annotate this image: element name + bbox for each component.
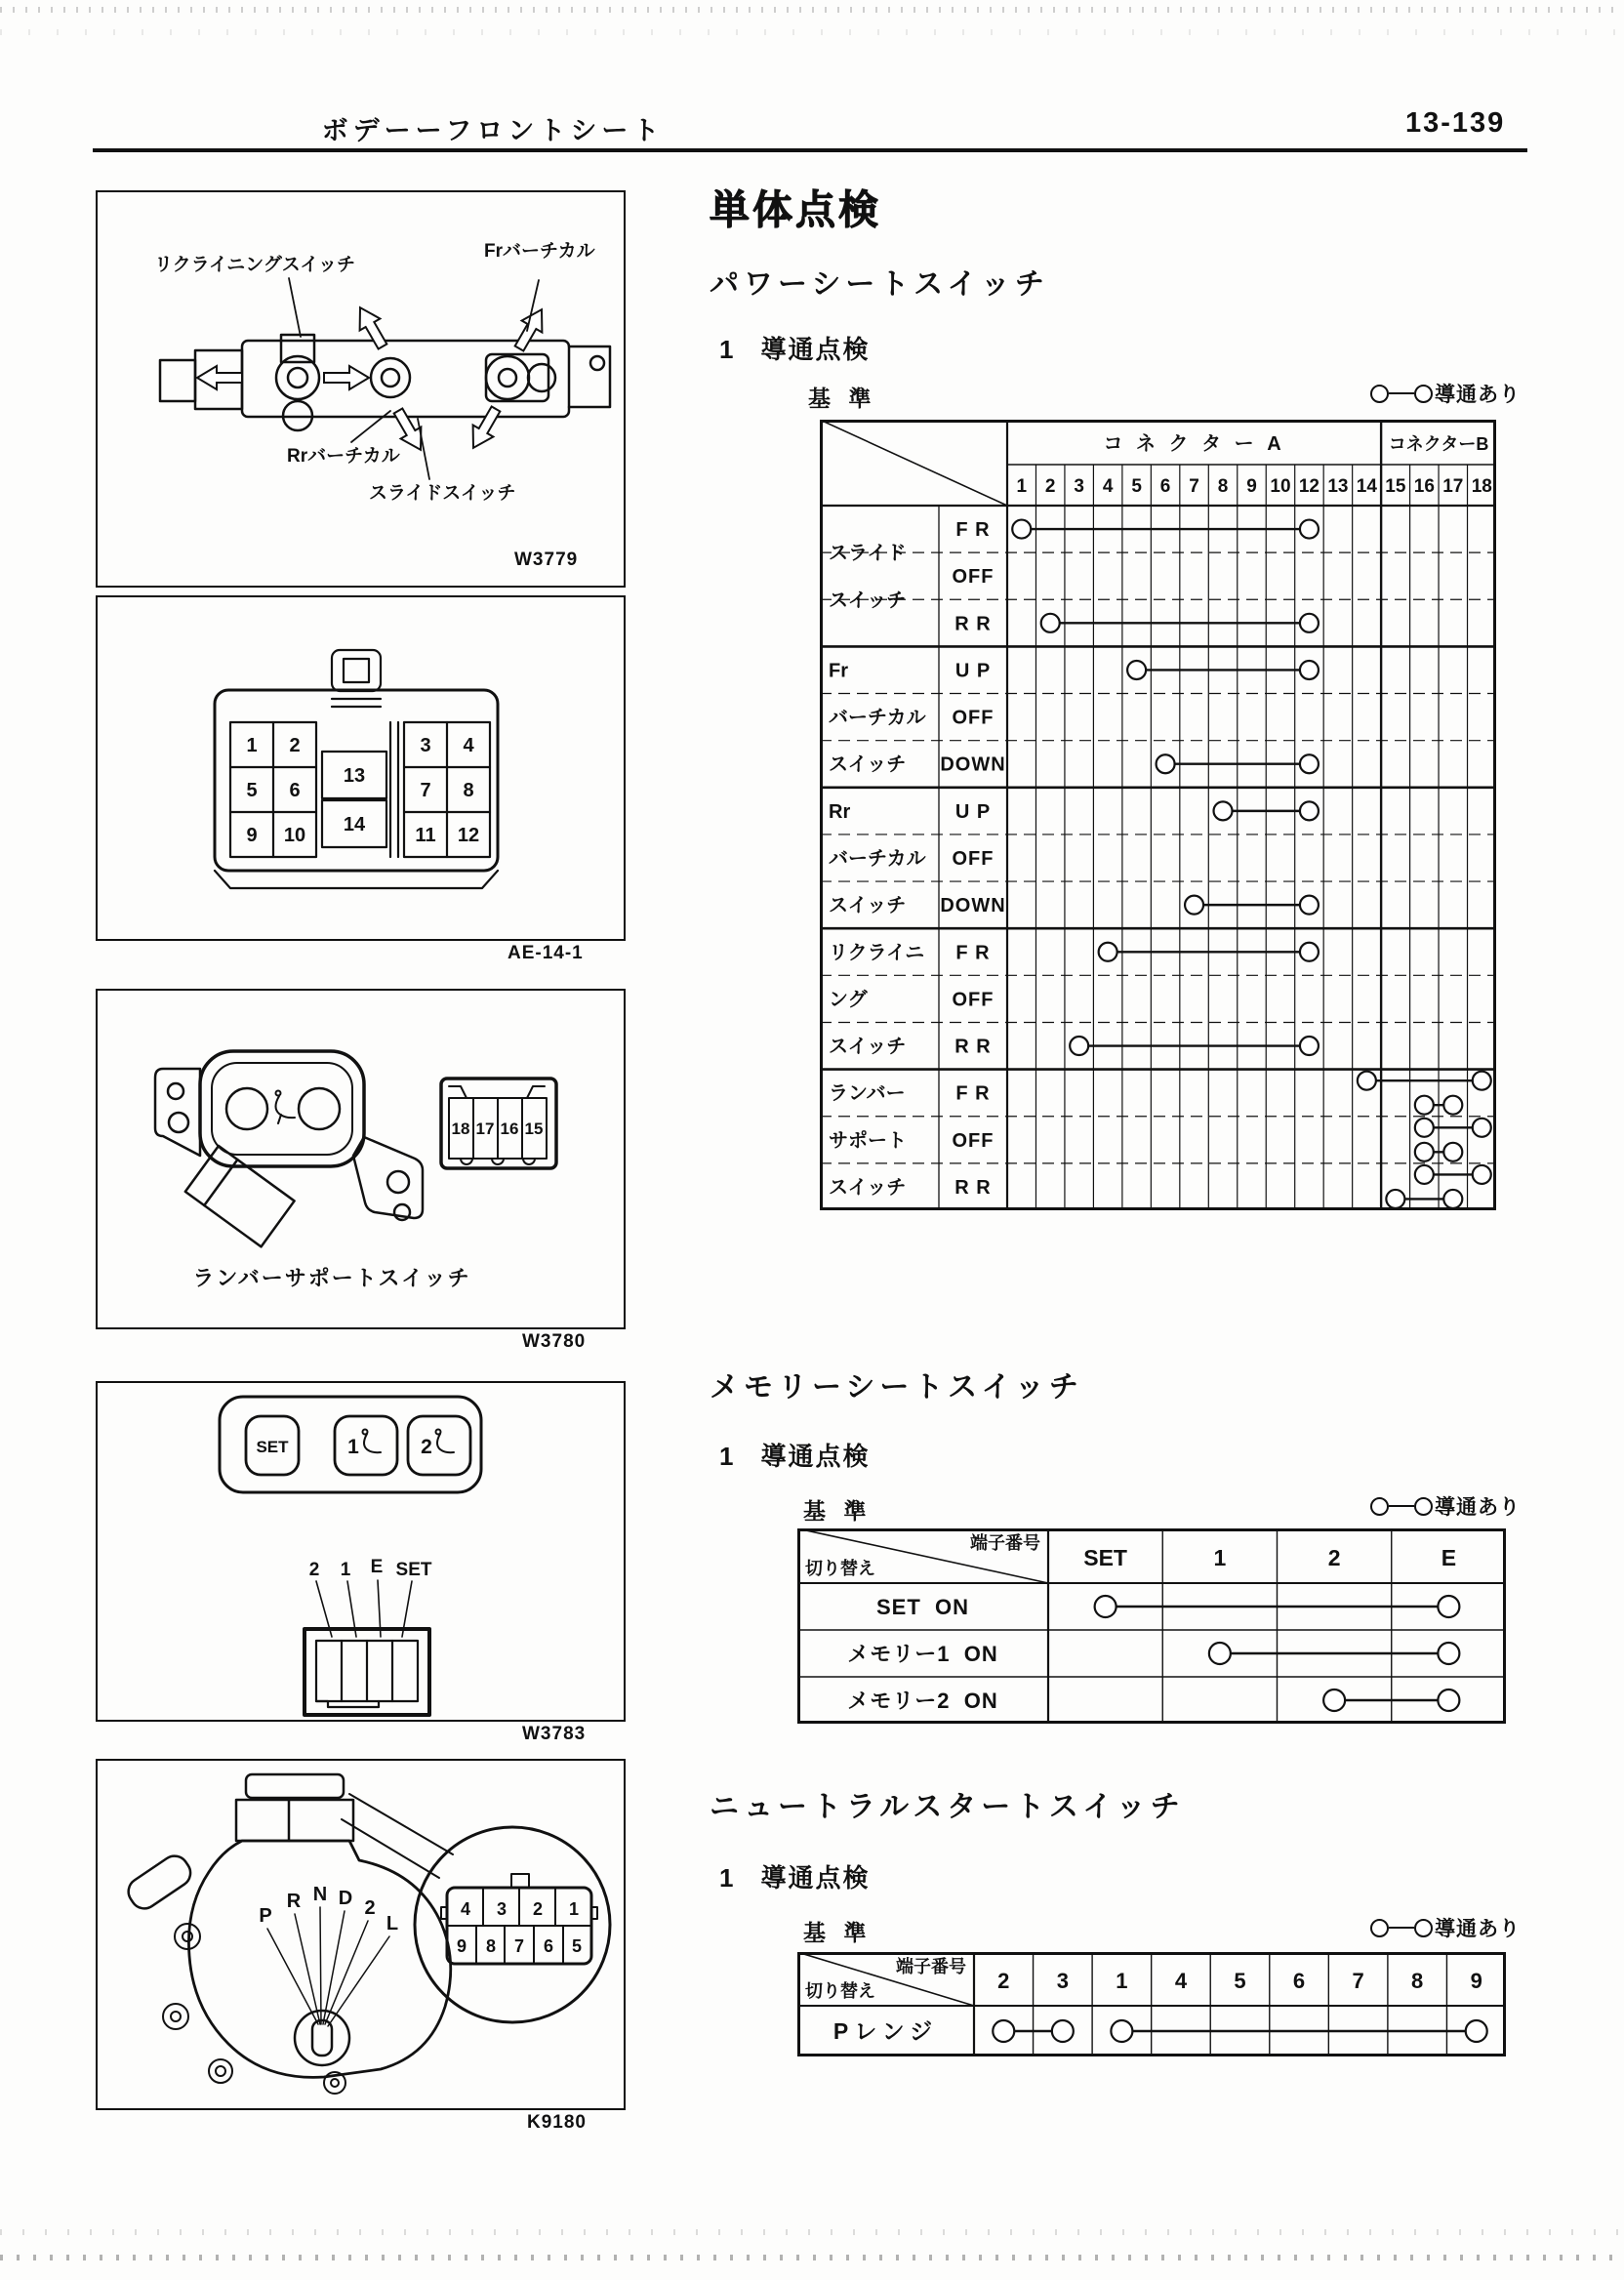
memory-kijun-label: 基 準 bbox=[803, 1498, 873, 1524]
svg-text:4: 4 bbox=[1174, 1969, 1188, 1993]
svg-text:U P: U P bbox=[954, 800, 992, 823]
conn-pin-9: 9 bbox=[456, 1936, 467, 1956]
continuity-legend bbox=[1370, 1913, 1521, 1942]
rr-vertical-label: Rrバーチカル bbox=[287, 446, 400, 467]
legend-circle-icon bbox=[1370, 1919, 1389, 1937]
figure-code-w3779: W3779 bbox=[514, 550, 579, 570]
svg-text:ング: ング bbox=[829, 989, 868, 1011]
continuity-legend bbox=[1370, 379, 1521, 408]
svg-text:F R: F R bbox=[955, 942, 991, 964]
lumbar-switch-caption: ランバーサポートスイッチ bbox=[192, 1266, 471, 1290]
power-seat-switch-figure bbox=[98, 192, 624, 586]
legend-circle-icon bbox=[1370, 1497, 1389, 1516]
position-d: D bbox=[338, 1888, 353, 1909]
figure-code-k9180: K9180 bbox=[527, 2112, 587, 2133]
conn-pin-1: 1 bbox=[568, 1899, 580, 1919]
svg-text:8: 8 bbox=[1411, 1969, 1424, 1993]
svg-text:SET ON: SET ON bbox=[875, 1595, 970, 1619]
svg-text:DOWN: DOWN bbox=[940, 753, 1006, 776]
legend-text: 導通あり bbox=[1435, 1496, 1521, 1519]
power-seat-continuity-table bbox=[820, 420, 1496, 1210]
step-label: 導通点検 bbox=[760, 335, 871, 364]
svg-text:7: 7 bbox=[1189, 476, 1199, 497]
pin-18: 18 bbox=[451, 1120, 470, 1138]
svg-text:スイッチ: スイッチ bbox=[829, 1176, 907, 1199]
svg-text:2: 2 bbox=[1044, 476, 1056, 497]
legend-text: 導通あり bbox=[1435, 384, 1521, 406]
svg-text:DOWN: DOWN bbox=[940, 895, 1006, 917]
svg-text:F R: F R bbox=[955, 519, 991, 542]
neutral-start-heading: ニュートラルスタートスイッチ bbox=[710, 1791, 1185, 1823]
figure-code-w3783: W3783 bbox=[522, 1724, 587, 1744]
svg-text:14: 14 bbox=[1356, 476, 1377, 497]
continuity-legend bbox=[1370, 1491, 1521, 1521]
svg-text:SET: SET bbox=[1083, 1545, 1127, 1570]
connector-a-figure bbox=[98, 597, 624, 939]
svg-text:R R: R R bbox=[954, 1176, 992, 1199]
position-2: 2 bbox=[364, 1897, 376, 1919]
svg-text:コ ネ ク タ ー A: コ ネ ク タ ー A bbox=[1103, 433, 1285, 455]
neutral-kijun-label: 基 準 bbox=[803, 1920, 873, 1945]
pin-15: 15 bbox=[524, 1120, 544, 1138]
pin-label-e: E bbox=[370, 1557, 384, 1577]
pin-6: 6 bbox=[289, 780, 301, 801]
svg-text:OFF: OFF bbox=[952, 989, 995, 1011]
svg-text:スイッチ: スイッチ bbox=[829, 590, 907, 612]
svg-text:R R: R R bbox=[954, 613, 992, 635]
section-title: 単体点検 bbox=[710, 187, 881, 232]
lumbar-switch-figure bbox=[98, 991, 624, 1327]
pin-7: 7 bbox=[420, 780, 431, 801]
power-seat-step bbox=[719, 330, 870, 366]
svg-text:バーチカル: バーチカル bbox=[829, 848, 926, 870]
svg-text:1: 1 bbox=[1213, 1545, 1227, 1570]
pin-8: 8 bbox=[463, 780, 474, 801]
page-number: 13-139 bbox=[1405, 107, 1506, 139]
step-number: 1 bbox=[719, 335, 736, 364]
svg-text:切り替え: 切り替え bbox=[805, 1981, 875, 2001]
svg-text:スイッチ: スイッチ bbox=[829, 1036, 907, 1058]
svg-text:スライド: スライド bbox=[829, 543, 907, 565]
pin-5: 5 bbox=[246, 780, 258, 801]
pin-10: 10 bbox=[283, 825, 306, 846]
pin-label-set: SET bbox=[395, 1560, 432, 1580]
pin-1: 1 bbox=[246, 735, 258, 756]
svg-text:メモリー2 ON: メモリー2 ON bbox=[847, 1689, 998, 1713]
pin-3: 3 bbox=[420, 735, 431, 756]
position-p: P bbox=[259, 1905, 272, 1927]
svg-text:コネクターB: コネクターB bbox=[1388, 434, 1489, 454]
power-kijun-label: 基 準 bbox=[808, 386, 877, 411]
legend-line bbox=[1389, 392, 1414, 394]
svg-text:R R: R R bbox=[954, 1036, 992, 1058]
neutral-start-switch-figure bbox=[98, 1761, 624, 2108]
memory-seat-heading: メモリーシートスイッチ bbox=[710, 1371, 1083, 1404]
svg-text:9: 9 bbox=[1470, 1969, 1482, 1993]
svg-text:8: 8 bbox=[1217, 476, 1229, 497]
legend-circle-icon bbox=[1414, 385, 1433, 403]
position-n: N bbox=[312, 1884, 328, 1905]
svg-text:スイッチ: スイッチ bbox=[829, 895, 907, 917]
fr-vertical-label: Frバーチカル bbox=[484, 241, 595, 262]
svg-text:切り替え: 切り替え bbox=[805, 1559, 875, 1578]
header-rule bbox=[93, 148, 1527, 152]
svg-text:OFF: OFF bbox=[952, 566, 995, 589]
svg-text:E: E bbox=[1441, 1545, 1457, 1570]
svg-text:10: 10 bbox=[1270, 476, 1291, 497]
svg-text:1: 1 bbox=[1016, 476, 1028, 497]
svg-text:サポート: サポート bbox=[829, 1129, 907, 1152]
slide-switch-label: スライドスイッチ bbox=[369, 483, 516, 504]
conn-pin-7: 7 bbox=[513, 1936, 525, 1956]
svg-text:7: 7 bbox=[1352, 1969, 1364, 1993]
svg-text:2: 2 bbox=[1327, 1545, 1341, 1570]
step-number: 1 bbox=[719, 1863, 736, 1893]
svg-text:OFF: OFF bbox=[952, 848, 995, 870]
lumbar-switch-figure-box bbox=[96, 989, 626, 1329]
memory-switch-figure-box bbox=[96, 1381, 626, 1722]
legend-circle-icon bbox=[1370, 385, 1389, 403]
legend-circle-icon bbox=[1414, 1919, 1433, 1937]
position-r: R bbox=[286, 1891, 302, 1912]
svg-text:Fr: Fr bbox=[829, 660, 848, 682]
svg-text:3: 3 bbox=[1056, 1969, 1069, 1993]
legend-text: 導通あり bbox=[1435, 1918, 1521, 1940]
svg-text:F R: F R bbox=[955, 1082, 991, 1105]
figure-code-ae-14-1: AE-14-1 bbox=[508, 943, 584, 963]
svg-text:2: 2 bbox=[997, 1969, 1010, 1993]
svg-text:13: 13 bbox=[1327, 476, 1349, 497]
step-label: 導通点検 bbox=[760, 1442, 871, 1471]
legend-line bbox=[1389, 1927, 1414, 1929]
memory-seat-continuity-table bbox=[797, 1528, 1506, 1724]
step-number: 1 bbox=[719, 1442, 736, 1471]
reclining-switch-label: リクライニングスイッチ bbox=[154, 255, 355, 275]
position-l: L bbox=[386, 1913, 399, 1934]
pin-14: 14 bbox=[343, 814, 366, 835]
conn-pin-8: 8 bbox=[485, 1936, 497, 1956]
pin-4: 4 bbox=[463, 735, 474, 756]
memory-seat-step bbox=[719, 1437, 870, 1473]
power-seat-switch-figure-box bbox=[96, 190, 626, 588]
neutral-start-continuity-table bbox=[797, 1952, 1506, 2056]
svg-text:ランバー: ランバー bbox=[829, 1082, 906, 1105]
pin-17: 17 bbox=[475, 1120, 495, 1138]
step-label: 導通点検 bbox=[760, 1863, 871, 1893]
svg-text:Rr: Rr bbox=[829, 800, 851, 823]
svg-text:メモリー1 ON: メモリー1 ON bbox=[847, 1642, 998, 1666]
page-header-title: ボデーーフロントシート bbox=[321, 116, 665, 145]
figure-code-w3780: W3780 bbox=[522, 1331, 587, 1352]
pin-12: 12 bbox=[457, 825, 480, 846]
svg-text:リクライニ: リクライニ bbox=[829, 942, 925, 964]
pin-16: 16 bbox=[500, 1120, 519, 1138]
neutral-start-switch-figure-box bbox=[96, 1759, 626, 2110]
svg-text:18: 18 bbox=[1471, 476, 1492, 497]
scan-noise-bottom bbox=[0, 2229, 1624, 2235]
memory1-button-label: 1 bbox=[347, 1436, 359, 1458]
pin-13: 13 bbox=[343, 765, 366, 787]
pin-label-1: 1 bbox=[340, 1560, 351, 1580]
memory-switch-figure bbox=[98, 1383, 624, 1720]
svg-text:9: 9 bbox=[1246, 476, 1257, 497]
svg-text:16: 16 bbox=[1413, 476, 1435, 497]
memory2-button-label: 2 bbox=[421, 1436, 432, 1458]
pin-9: 9 bbox=[246, 825, 258, 846]
svg-text:OFF: OFF bbox=[952, 1129, 995, 1152]
set-button-label: SET bbox=[256, 1438, 289, 1456]
pin-11: 11 bbox=[415, 825, 436, 846]
legend-line bbox=[1389, 1505, 1414, 1507]
svg-text:3: 3 bbox=[1074, 476, 1084, 497]
power-seat-heading: パワーシートスイッチ bbox=[710, 268, 1049, 301]
svg-text:6: 6 bbox=[1292, 1969, 1306, 1993]
svg-text:端子番号: 端子番号 bbox=[970, 1533, 1040, 1553]
scan-noise-top bbox=[0, 7, 1624, 13]
legend-circle-icon bbox=[1414, 1497, 1433, 1516]
conn-pin-5: 5 bbox=[571, 1936, 583, 1956]
svg-text:5: 5 bbox=[1131, 476, 1142, 497]
svg-text:バーチカル: バーチカル bbox=[829, 707, 926, 729]
svg-text:U P: U P bbox=[954, 660, 992, 682]
svg-text:1: 1 bbox=[1116, 1969, 1128, 1993]
svg-text:OFF: OFF bbox=[952, 707, 995, 729]
svg-text:スイッチ: スイッチ bbox=[829, 753, 907, 776]
svg-text:4: 4 bbox=[1102, 476, 1114, 497]
conn-pin-6: 6 bbox=[543, 1936, 554, 1956]
pin-2: 2 bbox=[289, 735, 301, 756]
neutral-start-step bbox=[719, 1858, 870, 1894]
svg-text:15: 15 bbox=[1385, 476, 1406, 497]
svg-text:17: 17 bbox=[1442, 476, 1464, 497]
svg-text:6: 6 bbox=[1159, 476, 1171, 497]
svg-text:Pレンジ: Pレンジ bbox=[832, 2018, 939, 2044]
svg-text:12: 12 bbox=[1298, 476, 1320, 497]
svg-text:5: 5 bbox=[1234, 1969, 1246, 1993]
conn-pin-2: 2 bbox=[532, 1899, 544, 1919]
connector-a-figure-box bbox=[96, 595, 626, 941]
scan-noise-bottom2 bbox=[0, 2255, 1624, 2260]
conn-pin-4: 4 bbox=[460, 1899, 471, 1919]
conn-pin-3: 3 bbox=[496, 1899, 508, 1919]
pin-label-2: 2 bbox=[308, 1560, 320, 1580]
svg-text:端子番号: 端子番号 bbox=[896, 1957, 966, 1976]
scan-noise-top2 bbox=[0, 29, 1624, 35]
